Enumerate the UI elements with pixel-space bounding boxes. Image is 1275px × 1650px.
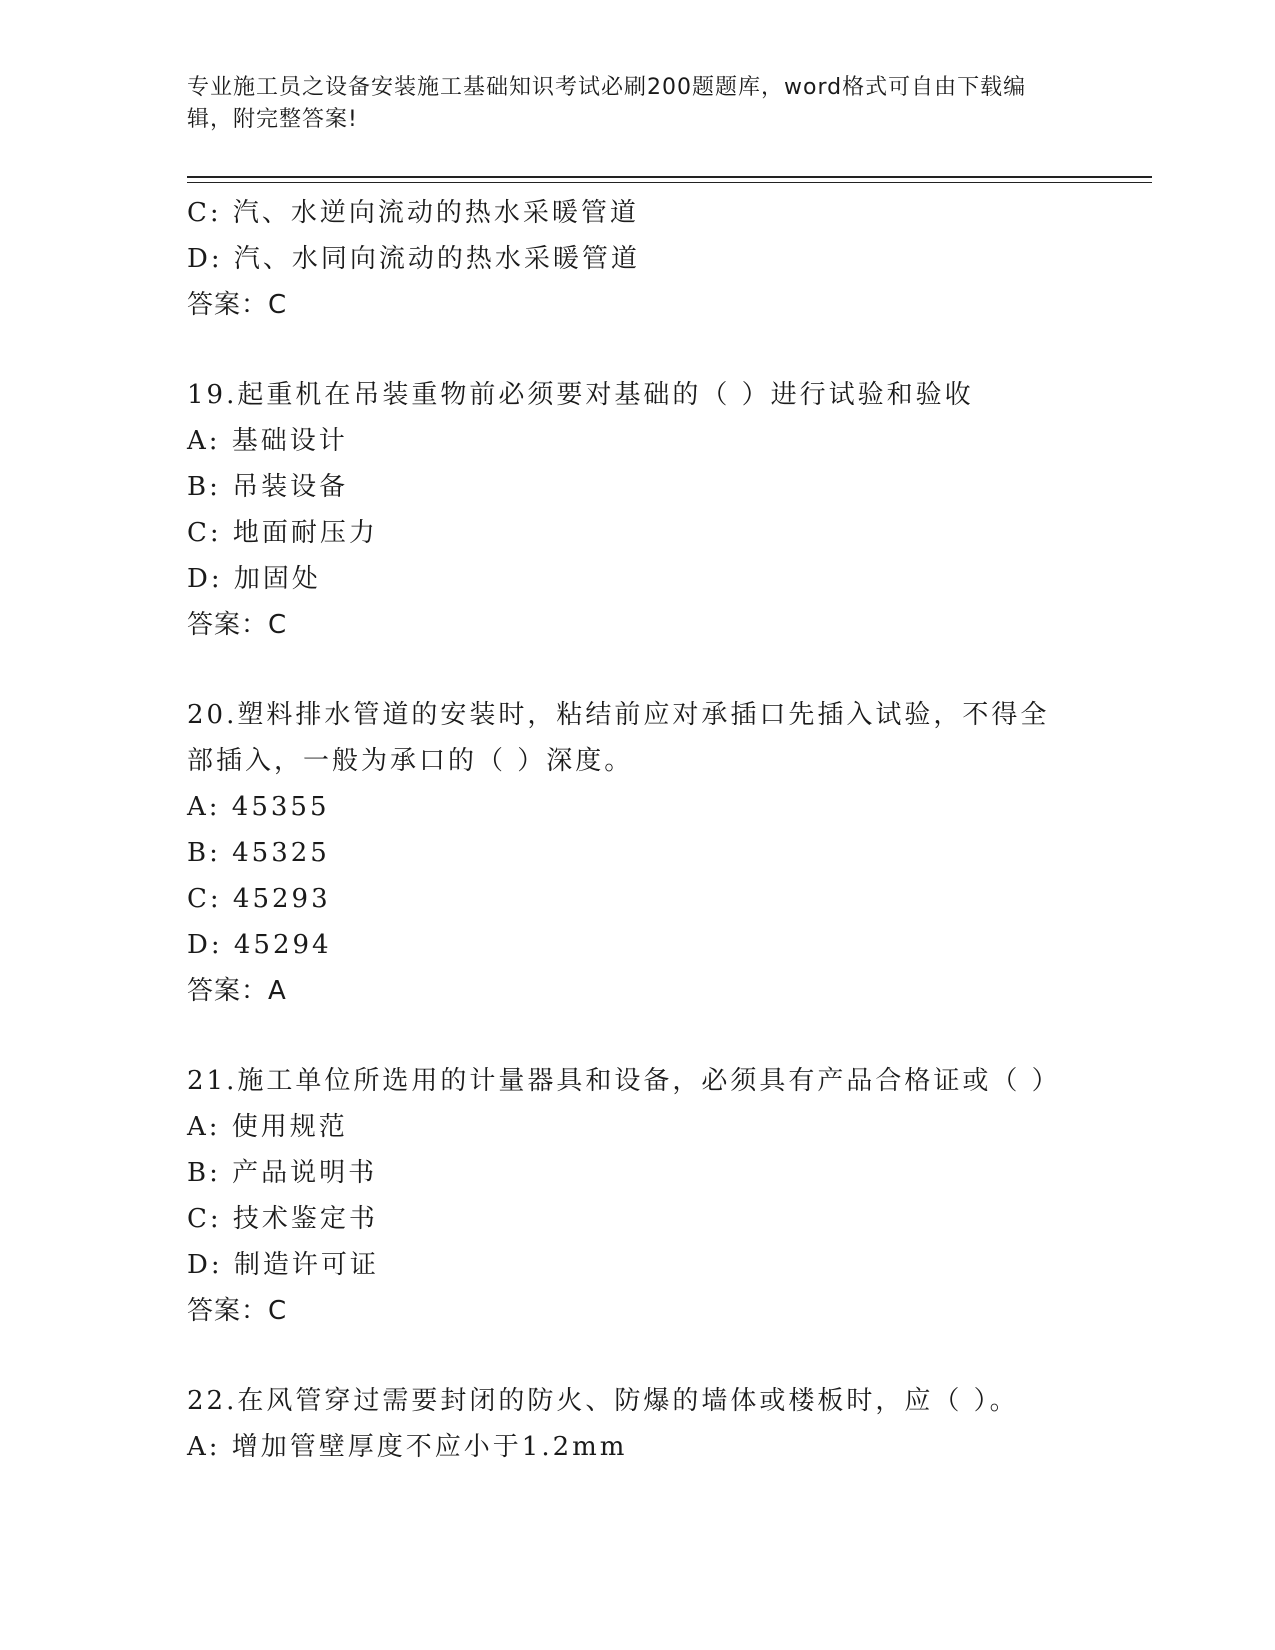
option-b: B: 45325 [187,838,330,868]
option-d: D: 45294 [187,930,332,960]
option-c: C: 45293 [187,884,331,914]
answer-line: 答案：A [187,976,287,1006]
question-stem: 22.在风管穿过需要封闭的防火、防爆的墙体或楼板时，应（ ）。 [187,1386,1019,1416]
option-c: C: 技术鉴定书 [187,1204,378,1234]
header-rule-thick [187,176,1152,178]
option-a: A: 使用规范 [187,1112,348,1142]
option-a: A: 45355 [187,792,330,822]
option-c: C: 地面耐压力 [187,518,378,548]
question-stem: 21.施工单位所选用的计量器具和设备，必须具有产品合格证或（ ） [187,1066,1061,1096]
answer-line: 答案：C [187,1296,288,1326]
question-stem: 19.起重机在吊装重物前必须要对基础的（ ）进行试验和验收 [187,380,974,410]
question-list [187,190,1087,1470]
question-stem: 20.塑料排水管道的安装时，粘结前应对承插口先插入试验，不得全部插入，一般为承口的（ ）深度。 [187,700,1050,776]
answer-line: 答案：C [187,290,288,320]
answer-line: 答案：C [187,610,288,640]
option-d: D: 汽、水同向流动的热水采暖管道 [187,244,640,274]
option-b: B: 吊装设备 [187,472,349,502]
header-rule-thin [187,182,1152,183]
document-header: 专业施工员之设备安装施工基础知识考试必刷200题题库，word格式可自由下载编辑，附完整答案! [187,75,1027,132]
option-d: D: 加固处 [187,564,321,594]
option-c: C: 汽、水逆向流动的热水采暖管道 [187,198,639,228]
option-d: D: 制造许可证 [187,1250,379,1280]
option-a: A: 增加管壁厚度不应小于1.2mm [187,1432,628,1462]
option-a: A: 基础设计 [187,426,348,456]
option-b: B: 产品说明书 [187,1158,378,1188]
